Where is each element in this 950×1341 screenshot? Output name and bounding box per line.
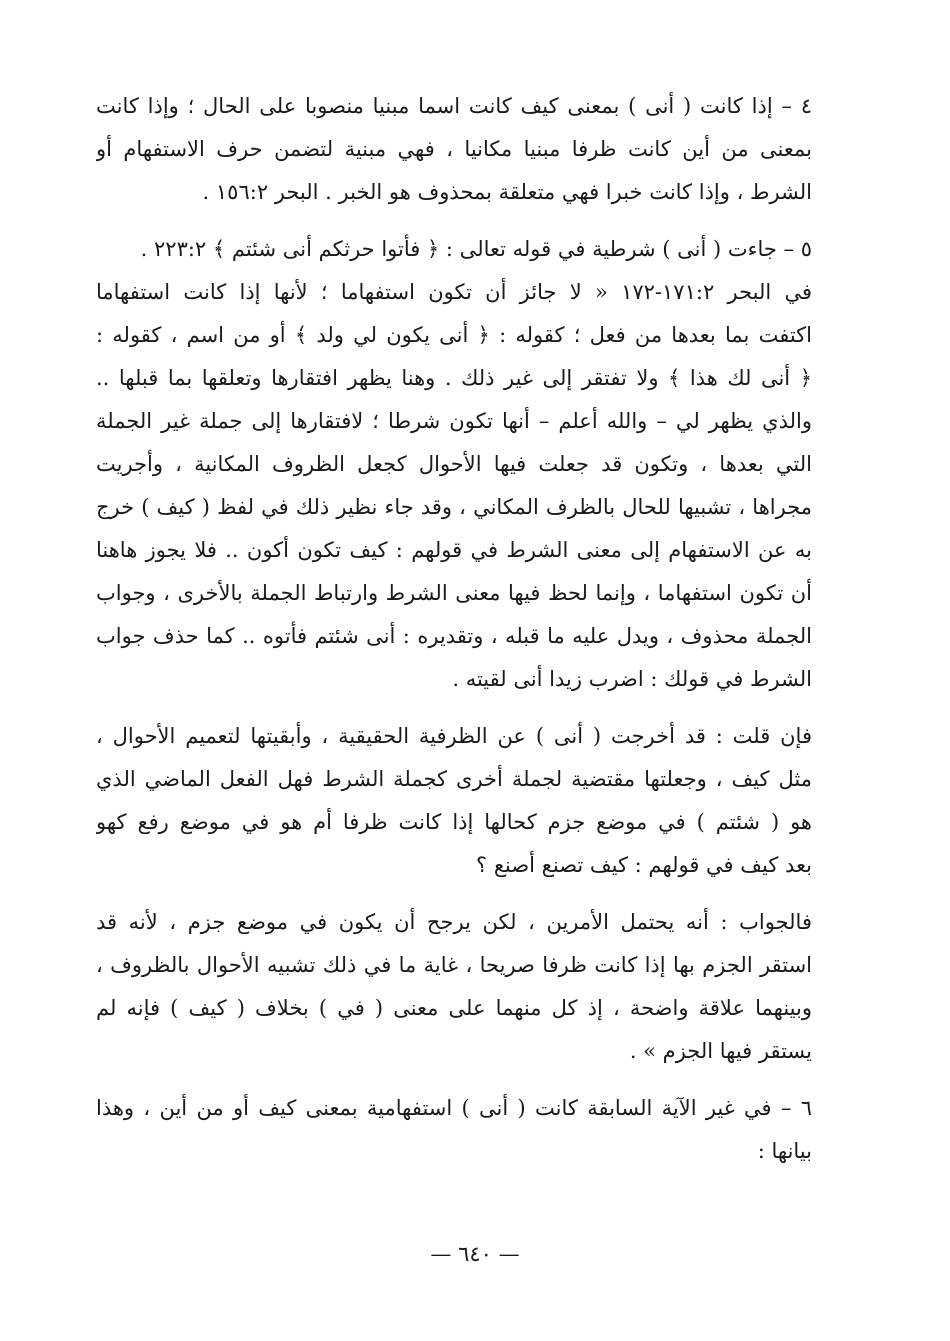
text-line: أن تكون استفهاما ، وإنما لحظ فيها معنى الشرط وارتباط الجملة بالأخرى ، وجواب — [96, 581, 812, 605]
paragraph-answer — [96, 901, 812, 1073]
text-line: والذي يظهر لي – والله أعلم – أنها تكون شرطا ؛ لافتقارها إلى جملة غير الجملة — [96, 409, 812, 433]
text-line: بمعنى من أين كانت ظرفا مبنيا مكانيا ، فهي مبنية لتضمن حرف الاستفهام أو — [96, 137, 812, 161]
text-line: مجراها ، تشبيها للحال بالظرف المكاني ، وقد جاء نظير ذلك في لفظ ( كيف ) خرج — [96, 495, 812, 519]
text-line: يستقر فيها الجزم » . — [629, 1039, 812, 1063]
text-line: ﴿ أنى لك هذا ﴾ ولا تفتقر إلى غير ذلك . وهنا يظهر افتقارها وتعلقها بما قبلها .. — [96, 366, 812, 390]
text-line: بيانها : — [757, 1139, 812, 1163]
text-line: ٥ – جاءت ( أنى ) شرطية في قوله تعالى : ﴿ فأتوا حرثكم أنى شئتم ﴾ ٢٢٣:٢ . — [140, 237, 812, 261]
paragraph-5 — [96, 228, 812, 701]
body-text — [96, 85, 812, 1183]
page-number: — ٦٤٠ — — [430, 1242, 520, 1266]
text-line: اكتفت بما بعدها من فعل ؛ كقوله : ﴿ أنى يكون لي ولد ﴾ أو من اسم ، كقوله : — [96, 323, 812, 347]
text-line: ٦ – في غير الآية السابقة كانت ( أنى ) استفهامية بمعنى كيف أو من أين ، وهذا — [96, 1096, 812, 1120]
text-line: هو ( شئتم ) في موضع جزم كحالها إذا كانت ظرفا أم هو في موضع رفع كهو — [96, 810, 812, 834]
text-line: في البحر ١٧١:٢-١٧٢ « لا جائز أن تكون استفهاما ؛ لأنها إذا كانت استفهاما — [96, 280, 812, 304]
text-line: ٤ – إذا كانت ( أنى ) بمعنى كيف كانت اسما مبنيا منصوبا على الحال ؛ وإذا كانت — [96, 94, 812, 118]
text-line: فإن قلت : قد أخرجت ( أنى ) عن الظرفية الحقيقية ، وأبقيتها لتعميم الأحوال ، — [96, 724, 812, 748]
paragraph-6 — [96, 1087, 812, 1173]
text-line: استقر الجزم بها إذا كانت ظرفا صريحا ، غاية ما في ذلك تشبيه الأحوال بالظروف ، — [96, 953, 812, 977]
text-line: الجملة محذوف ، ويدل عليه ما قبله ، وتقديره : أنى شئتم فأتوه .. كما حذف جواب — [96, 624, 812, 648]
paragraph-question — [96, 715, 812, 887]
text-line: الشرط في قولك : اضرب زيدا أنى لقيته . — [452, 667, 812, 691]
text-line: بعد كيف في قولهم : كيف تصنع أصنع ؟ — [476, 853, 812, 877]
text-line: به عن الاستفهام إلى معنى الشرط في قولهم : كيف تكون أكون .. فلا يجوز هاهنا — [96, 538, 812, 562]
text-line: فالجواب : أنه يحتمل الأمرين ، لكن يرجح أن يكون في موضع جزم ، لأنه قد — [96, 910, 812, 934]
paragraph-4 — [96, 85, 812, 214]
text-line: وبينهما علاقة واضحة ، إذ كل منهما على معنى ( في ) بخلاف ( كيف ) فإنه لم — [96, 996, 812, 1020]
text-line: مثل كيف ، وجعلتها مقتضية لجملة أخرى كجملة الشرط فهل الفعل الماضي الذي — [96, 767, 812, 791]
text-line: التي بعدها ، وتكون قد جعلت فيها الأحوال كجعل الظروف المكانية ، وأجريت — [96, 452, 812, 476]
text-line: الشرط ، وإذا كانت خبرا فهي متعلقة بمحذوف هو الخبر . البحر ١٥٦:٢ . — [202, 180, 812, 204]
